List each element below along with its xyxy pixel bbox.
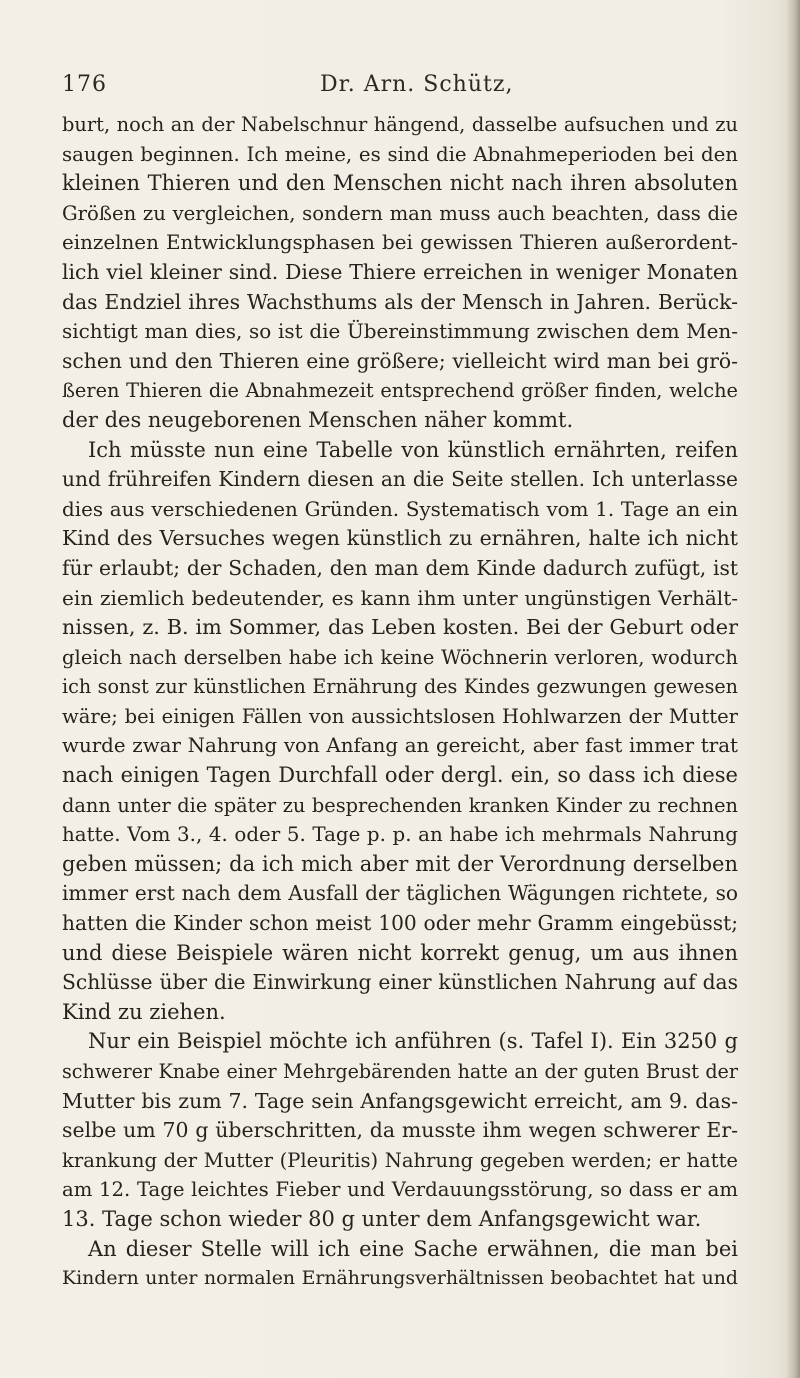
text-line: An dieser Stelle will ich eine Sache erwähnen, die man bei bbox=[88, 1236, 738, 1261]
text-line: hatten die Kinder schon meist 100 oder mehr Gramm eingebüsst; bbox=[62, 911, 738, 936]
text-line: Größen zu vergleichen, sondern man muss auch beachten, dass die bbox=[62, 201, 738, 225]
running-head: Dr. Arn. Schütz, bbox=[320, 72, 514, 97]
text-line: Nur ein Beispiel möchte ich anführen (s. Tafel I). Ein 3250 g bbox=[88, 1029, 738, 1054]
text-line: krankung der Mutter (Pleuritis) Nahrung gegeben werden; er hatte bbox=[62, 1148, 738, 1172]
text-line: lich viel kleiner sind. Diese Thiere erreichen in weniger Monaten bbox=[62, 259, 738, 284]
text-line: Ich müsste nun eine Tabelle von künstlich ernährten, reifen bbox=[88, 437, 738, 462]
text-line: nissen, z. B. im Sommer, das Leben kosten. Bei der Geburt oder bbox=[62, 615, 738, 640]
text-line: nach einigen Tagen Durchfall oder dergl. ein, so dass ich diese bbox=[62, 763, 738, 788]
text-line: sichtigt man dies, so ist die Übereinstimmung zwischen dem Men- bbox=[62, 319, 738, 344]
text-line: wäre; bei einigen Fällen von aussichtslosen Hohlwarzen der Mutter bbox=[62, 704, 738, 728]
text-line: schen und den Thieren eine größere; vielleicht wird man bei grö- bbox=[62, 348, 738, 373]
text-line: und frühreifen Kindern diesen an die Seite stellen. Ich unterlasse bbox=[62, 467, 738, 492]
text-line: am 12. Tage leichtes Fieber und Verdauungsstörung, so dass er am bbox=[62, 1178, 738, 1202]
text-line: immer erst nach dem Ausfall der täglichen Wägungen richtete, so bbox=[62, 881, 738, 906]
text-line: geben müssen; da ich mich aber mit der Verordnung derselben bbox=[62, 851, 738, 876]
text-line: hatte. Vom 3., 4. oder 5. Tage p. p. an habe ich mehrmals Nahrung bbox=[62, 823, 738, 847]
text-line: gleich nach derselben habe ich keine Wöchnerin verloren, wodurch bbox=[62, 645, 738, 669]
text-line: einzelnen Entwicklungsphasen bei gewissen Thieren außerordent- bbox=[62, 231, 738, 255]
text-line: kleinen Thieren und den Menschen nicht nach ihren absoluten bbox=[62, 171, 738, 196]
text-line: ßeren Thieren die Abnahmezeit entsprechend größer finden, welche bbox=[62, 379, 738, 403]
text-line: dann unter die später zu besprechenden kranken Kinder zu rechnen bbox=[62, 793, 738, 817]
text-line: für erlaubt; der Schaden, den man dem Kinde dadurch zufügt, ist bbox=[62, 555, 738, 580]
text-line: Kindern unter normalen Ernährungsverhältnissen beobachtet hat und bbox=[62, 1267, 738, 1290]
text-line: ich sonst zur künstlichen Ernährung des Kindes gezwungen gewesen bbox=[62, 675, 738, 699]
text-line: 13. Tage schon wieder 80 g unter dem Anfangsgewicht war. bbox=[62, 1206, 702, 1231]
text-line: saugen beginnen. Ich meine, es sind die Abnahmeperioden bei den bbox=[62, 142, 738, 166]
text-line: wurde zwar Nahrung von Anfang an gereicht, aber fast immer trat bbox=[62, 734, 738, 758]
text-line: selbe um 70 g überschritten, da musste ihm wegen schwerer Er- bbox=[62, 1118, 738, 1143]
text-line: schwerer Knabe einer Mehrgebärenden hatte an der guten Brust der bbox=[62, 1060, 738, 1083]
text-line: der des neugeborenen Menschen näher kommt. bbox=[62, 407, 574, 432]
text-line: burt, noch an der Nabelschnur hängend, dasselbe aufsuchen und zu bbox=[62, 113, 738, 136]
text-line: Kind zu ziehen. bbox=[62, 999, 226, 1024]
page-edge-shadow bbox=[786, 0, 800, 1378]
text-line: und diese Beispiele wären nicht korrekt genug, um aus ihnen bbox=[62, 940, 738, 965]
body-text bbox=[62, 110, 738, 1294]
text-line: ein ziemlich bedeutender, es kann ihm unter ungünstigen Verhält- bbox=[62, 585, 738, 610]
text-line: das Endziel ihres Wachsthums als der Mensch in Jahren. Berück- bbox=[62, 289, 738, 314]
text-line: Kind des Versuches wegen künstlich zu ernähren, halte ich nicht bbox=[62, 526, 738, 551]
page-header bbox=[62, 72, 738, 102]
text-line: dies aus verschiedenen Gründen. Systematisch vom 1. Tage an ein bbox=[62, 497, 738, 521]
text-line: Schlüsse über die Einwirkung einer künstlichen Nahrung auf das bbox=[62, 970, 738, 995]
text-line: Mutter bis zum 7. Tage sein Anfangsgewicht erreicht, am 9. das- bbox=[62, 1088, 738, 1113]
page-number: 176 bbox=[62, 72, 107, 97]
